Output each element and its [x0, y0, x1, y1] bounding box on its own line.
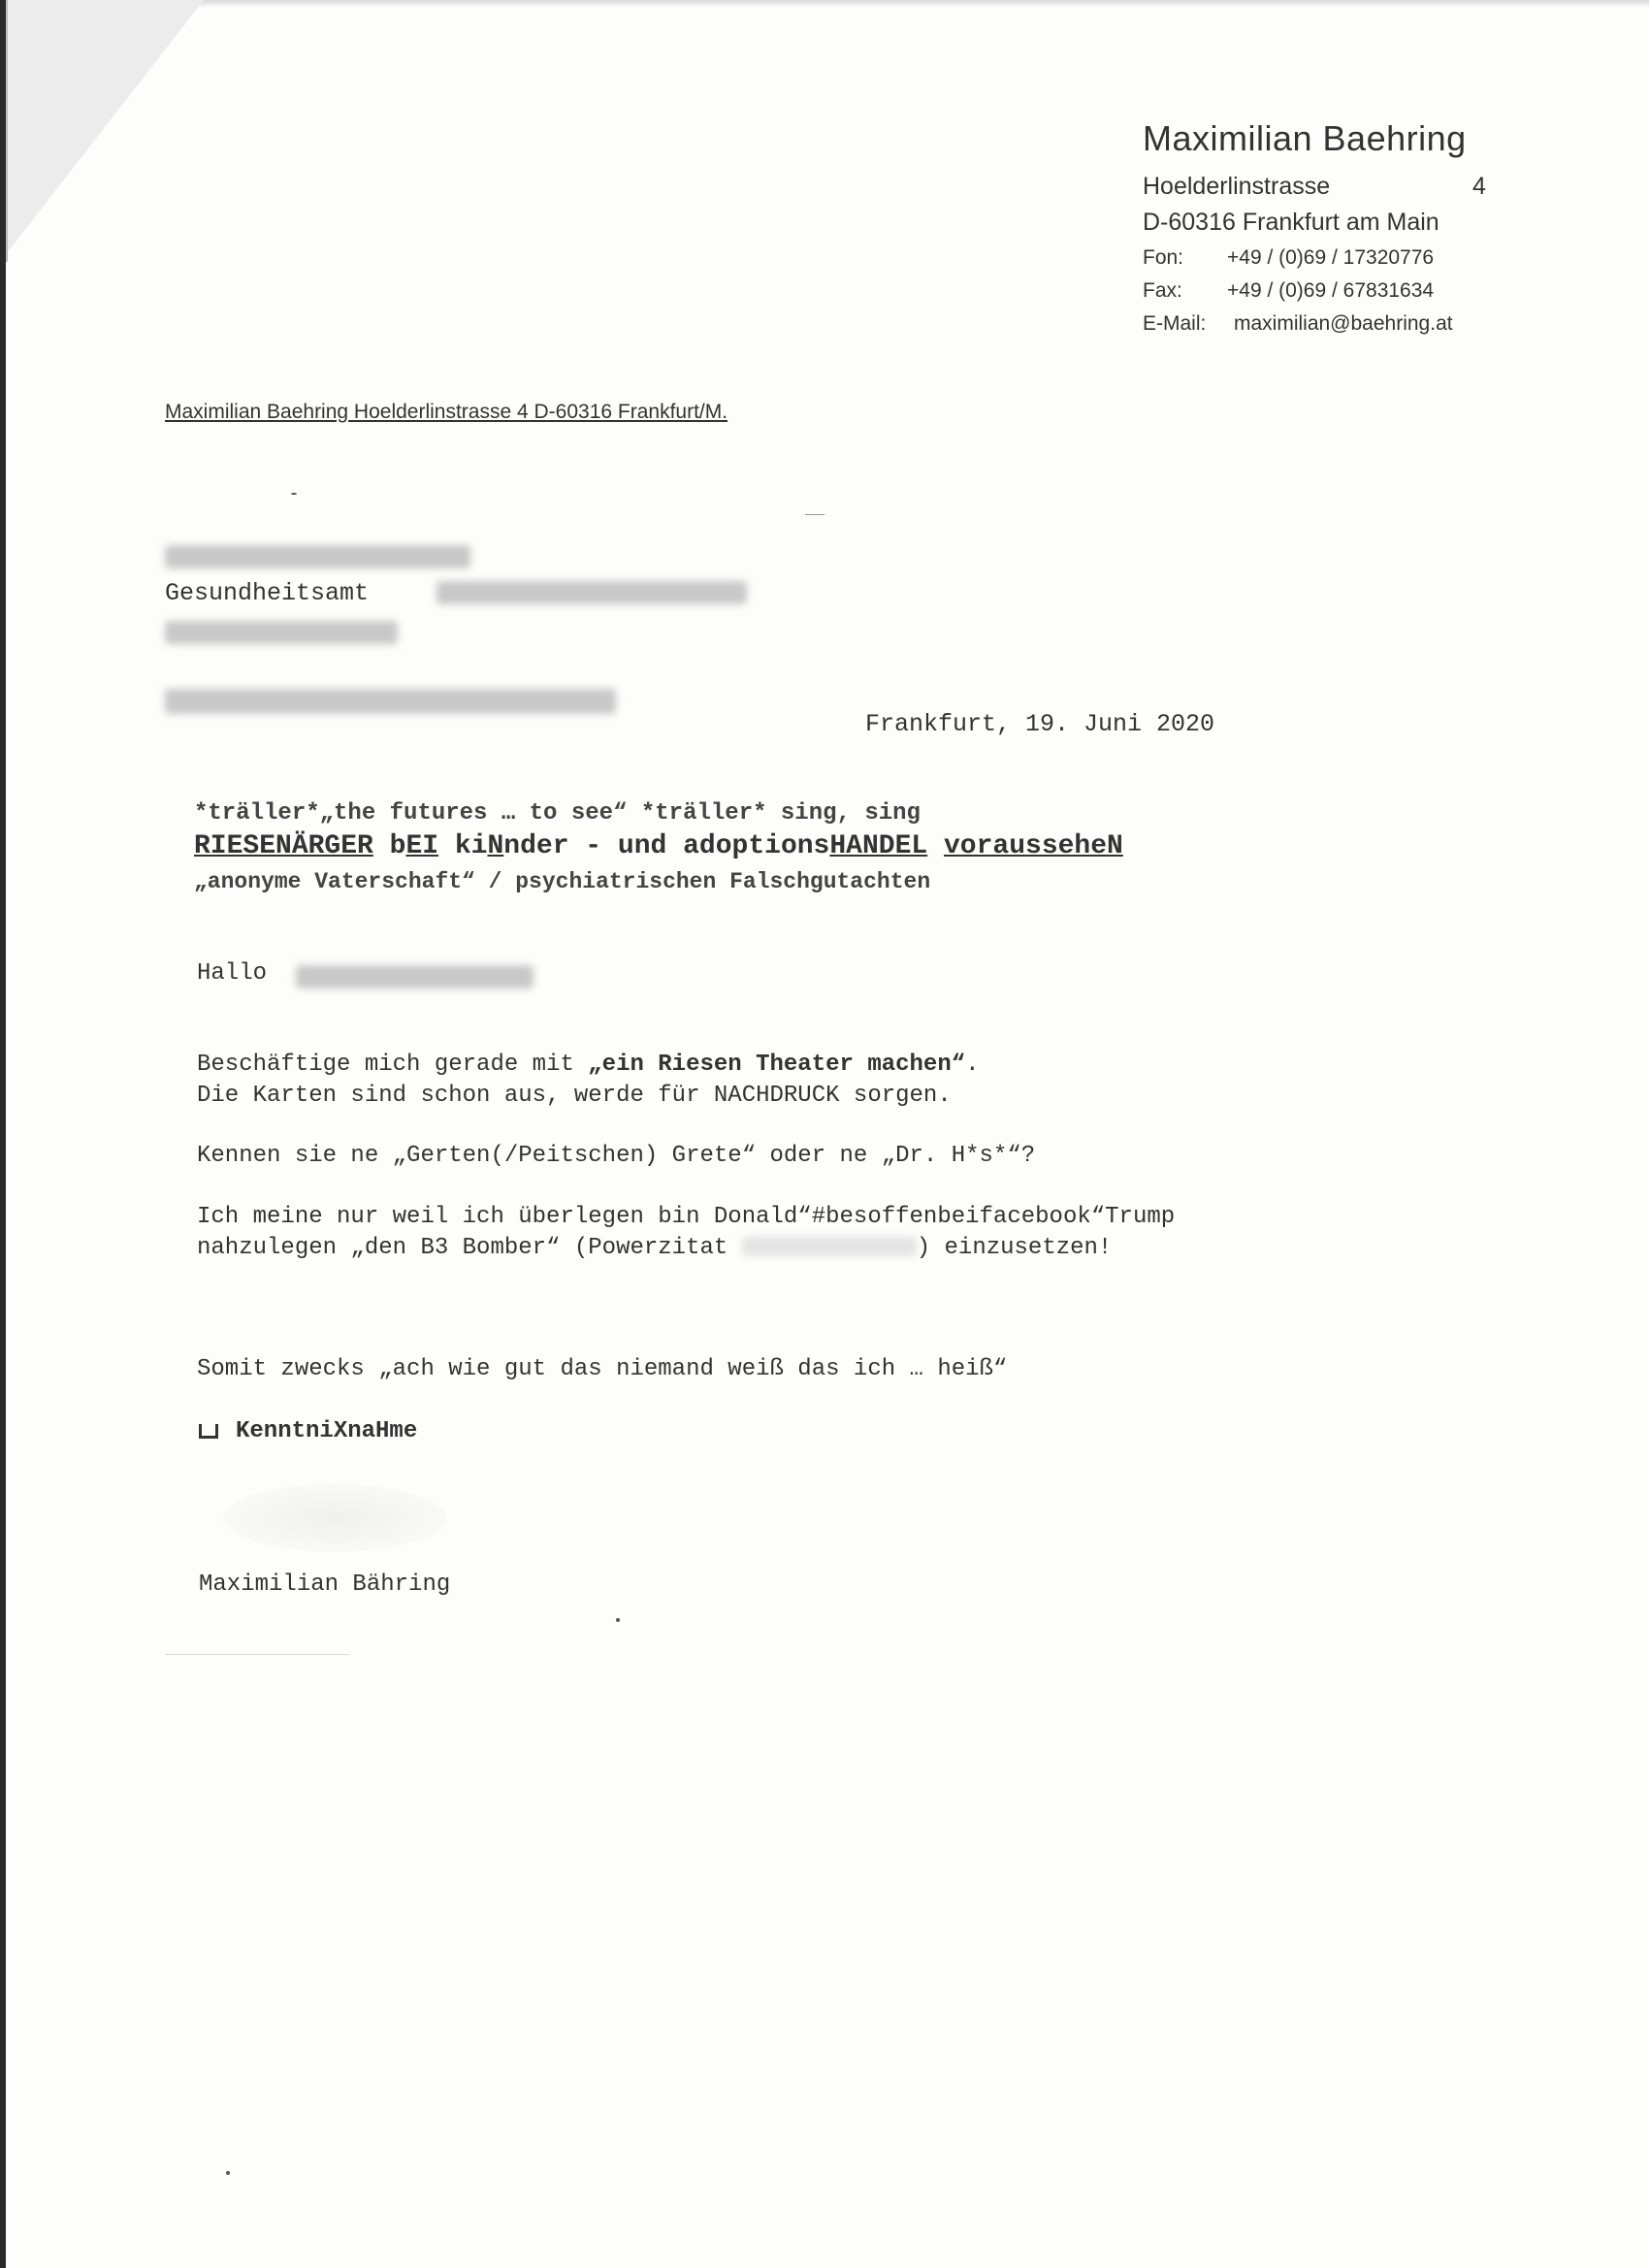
body-text: . — [965, 1052, 980, 1078]
scan-line — [805, 514, 824, 515]
sender-house-number: 4 — [1472, 173, 1486, 200]
letter-date: Frankfurt, 19. Juni 2020 — [865, 710, 1215, 738]
scan-line — [165, 1654, 349, 1655]
body-line-5 — [197, 1235, 1112, 1261]
subject-part: nder - und adoptions — [503, 831, 830, 861]
subject-part: HANDEL — [829, 831, 928, 861]
body-line-6: Somit zwecks „ach wie gut das niemand weiß das ich … heiß“ — [197, 1356, 1008, 1382]
body-line-2: Die Karten sind schon aus, werde für NACHDRUCK sorgen. — [197, 1083, 952, 1109]
email-address: maximilian@baehring.at — [1234, 312, 1453, 335]
subject-part: ki — [438, 831, 488, 861]
acknowledgement-label: KenntniXnaHme — [236, 1418, 418, 1444]
fax-number: +49 / (0)69 / 67831634 — [1227, 279, 1435, 302]
scan-speck — [291, 493, 297, 495]
body-bold-text: „ein Riesen Theater machen“ — [588, 1052, 966, 1078]
subject-part: EI — [405, 831, 439, 861]
subject-part — [927, 831, 944, 861]
body-text: Beschäftige mich gerade mit — [197, 1052, 589, 1078]
body-line-4: Ich meine nur weil ich überlegen bin Donald“#besoffenbeifacebook“Trump — [197, 1204, 1176, 1230]
sender-street: Hoelderlinstrasse — [1143, 173, 1331, 200]
subject-part: b — [372, 831, 406, 861]
body-line-3: Kennen sie ne „Gerten(/Peitschen) Grete“ oder ne „Dr. H*s*“? — [197, 1143, 1036, 1169]
sender-name: Maximilian Baehring — [1143, 118, 1467, 158]
email-label: E-Mail: — [1143, 312, 1207, 335]
body-text: nahzulegen „den B3 Bomber“ (Powerzitat — [197, 1235, 742, 1261]
faint-signature-mark — [223, 1484, 446, 1552]
scan-top-edge — [0, 0, 1649, 8]
redacted-recipient-street — [165, 621, 398, 644]
body-text: ) einzusetzen! — [916, 1235, 1113, 1261]
scan-speck — [226, 2171, 230, 2175]
signature-name: Maximilian Bähring — [199, 1571, 451, 1598]
redacted-recipient-postcode — [165, 689, 616, 714]
redacted-quote-source — [742, 1237, 917, 1256]
fax-label: Fax: — [1143, 279, 1182, 302]
scan-left-edge — [0, 0, 6, 2268]
redacted-recipient-city — [436, 581, 747, 604]
subject-part: N — [487, 831, 504, 861]
phone-label: Fon: — [1143, 246, 1184, 269]
subject-line-1: *träller*„the futures … to see“ *träller* sing, sing — [194, 800, 921, 826]
body-line-1 — [197, 1052, 980, 1078]
recipient-department: Gesundheitsamt — [165, 579, 370, 607]
scan-speck — [616, 1618, 620, 1622]
subject-line-3: „anonyme Vaterschaft“ / psychiatrischen Falschgutachten — [194, 869, 931, 894]
subject-line-2 — [194, 831, 1123, 861]
acknowledgement-checkbox[interactable] — [199, 1424, 218, 1439]
greeting: Hallo — [197, 960, 268, 987]
subject-part: vorausseheN — [944, 831, 1123, 861]
redacted-greeting-name — [296, 965, 534, 988]
corner-shadow — [6, 0, 8, 262]
acknowledgement-line — [199, 1418, 417, 1444]
folded-corner — [0, 0, 204, 262]
redacted-recipient-name — [165, 545, 470, 568]
return-address: Maximilian Baehring Hoelderlinstrasse 4 D-60316 Frankfurt/M. — [165, 401, 728, 423]
phone-number: +49 / (0)69 / 17320776 — [1227, 246, 1435, 269]
subject-part: RIESENÄRGER — [194, 831, 373, 861]
sender-city: D-60316 Frankfurt am Main — [1143, 209, 1439, 236]
